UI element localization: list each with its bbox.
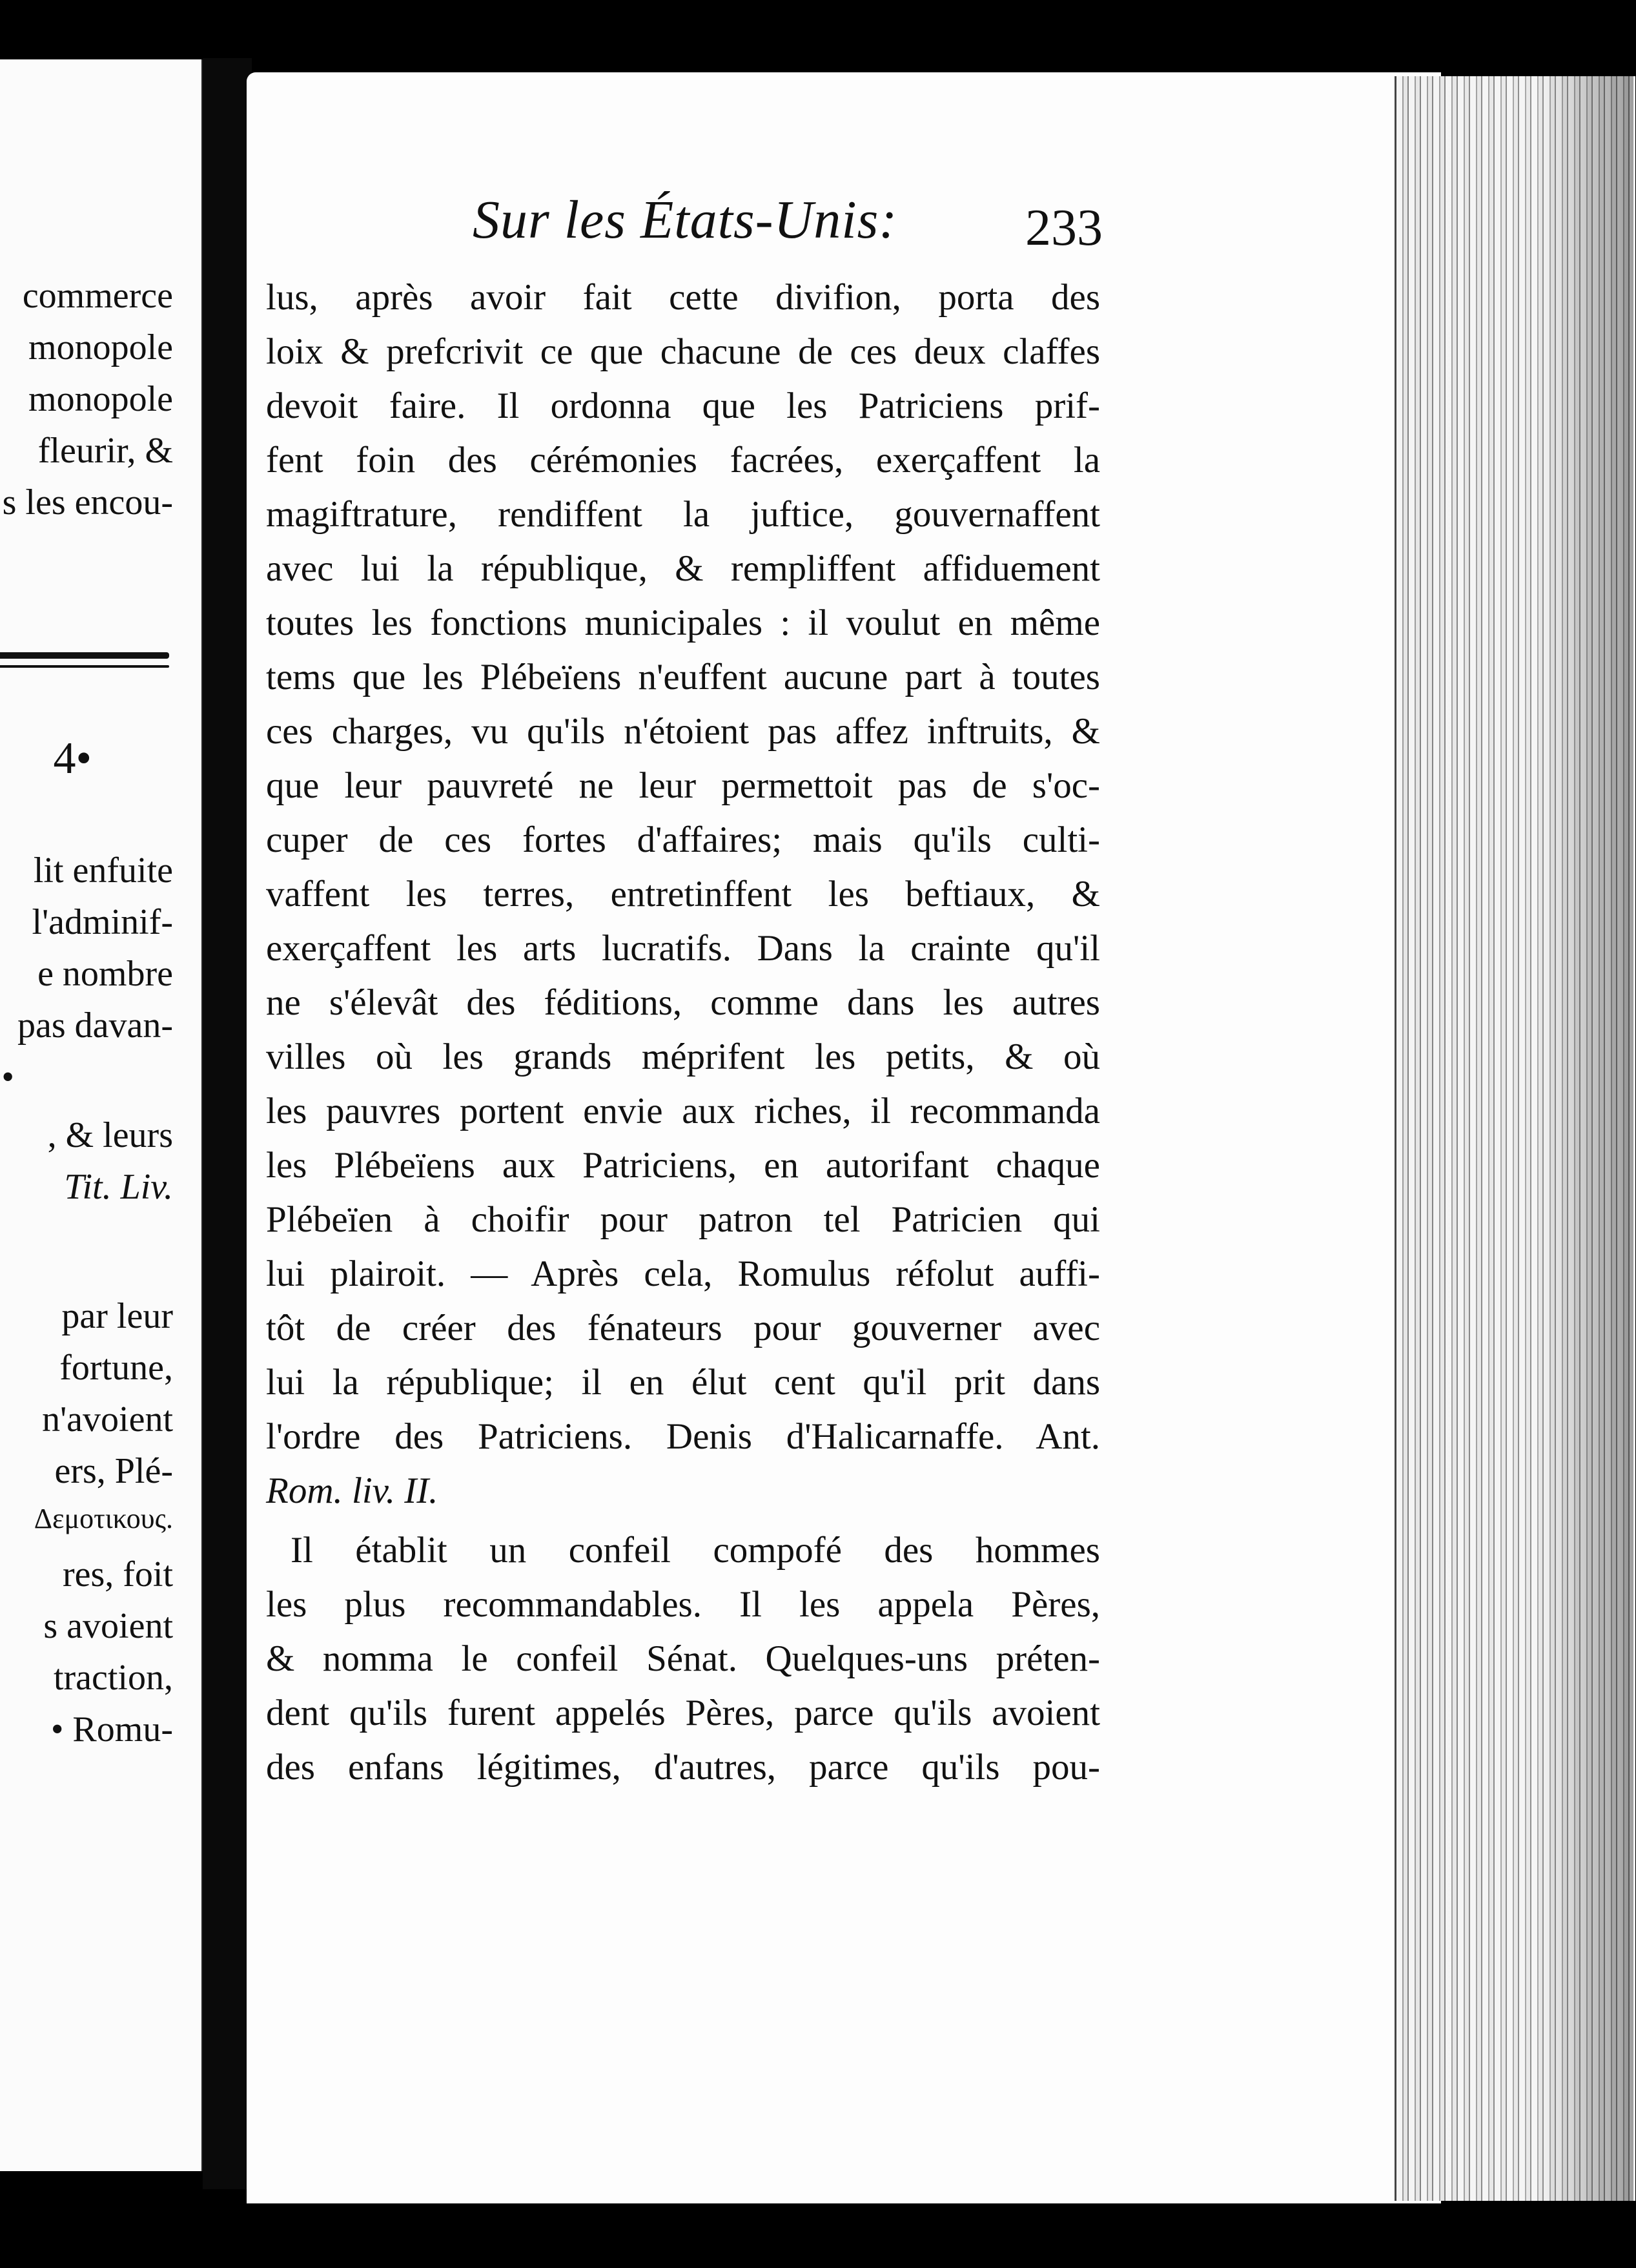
body-line: toutes les fonctions municipales : il voulut en même	[266, 603, 1100, 643]
body-line: lus, après avoir fait cette divifion, porta des	[266, 277, 1100, 318]
body-line: magiftrature, rendiffent la juftice, gouvernaffent	[266, 494, 1100, 535]
body-line: loix & prefcrivit ce que chacune de ces deux claffes	[266, 331, 1100, 372]
left-page-line: lit enfuite	[33, 850, 173, 891]
left-page-line: monopole	[28, 379, 173, 419]
body-line: lui plairoit. — Après cela, Romulus réfolut auffi-	[266, 1253, 1100, 1294]
left-page-line: s avoient	[43, 1606, 173, 1646]
body-line: lui la république; il en élut cent qu'il prit dans	[266, 1362, 1100, 1403]
left-facing-page	[0, 59, 203, 2171]
body-line: les plus recommandables. Il les appela Pères,	[266, 1584, 1100, 1625]
body-line: des enfans légitimes, d'autres, parce qu'ils pou-	[266, 1747, 1100, 1788]
body-line: Il établit un confeil compofé des hommes	[291, 1530, 1100, 1571]
body-line: tems que les Plébeïens n'euffent aucune part à toutes	[266, 657, 1100, 697]
left-page-line: •	[1, 1057, 14, 1097]
body-line: tôt de créer des fénateurs pour gouverner avec	[266, 1308, 1100, 1348]
left-page-line: monopole	[28, 327, 173, 367]
body-line: les pauvres portent envie aux riches, il recommanda	[266, 1091, 1100, 1131]
left-page-line: pas davan-	[17, 1005, 173, 1046]
left-page-line: l'adminif-	[32, 902, 173, 942]
section-number: 4•	[53, 734, 92, 783]
left-page-line: s les encou-	[2, 482, 173, 522]
left-page-line: , & leurs	[47, 1115, 173, 1155]
body-line: ne s'élevât des féditions, comme dans les autres	[266, 982, 1100, 1023]
body-line: Plébeïen à choifir pour patron tel Patricien qui	[266, 1199, 1100, 1240]
book-gutter	[203, 58, 252, 2189]
running-head: Sur les États-Unis:	[473, 190, 898, 250]
left-page-line: fortune,	[59, 1348, 173, 1388]
left-page-line: n'avoient	[42, 1399, 173, 1439]
body-line: & nomma le confeil Sénat. Quelques-uns préten-	[266, 1638, 1100, 1679]
left-page-line: e nombre	[37, 954, 173, 994]
section-rule-thin	[0, 665, 169, 668]
section-rule	[0, 652, 169, 659]
body-line: dent qu'ils furent appelés Pères, parce qu'ils avoient	[266, 1693, 1100, 1733]
body-line: les Plébeïens aux Patriciens, en autorifant chaque	[266, 1145, 1100, 1186]
left-page-line: • Romu-	[50, 1709, 173, 1749]
left-page-line: res, foit	[62, 1554, 173, 1594]
body-line: Rom. liv. II.	[266, 1470, 438, 1511]
body-line: vaffent les terres, entretinffent les beftiaux, &	[266, 874, 1100, 914]
left-page-line: traction,	[53, 1658, 173, 1698]
left-page-line: Δεμοτικους.	[34, 1503, 173, 1534]
body-line: fent foin des cérémonies facrées, exerçaffent la	[266, 440, 1100, 480]
page-number: 233	[1025, 200, 1103, 256]
body-line: devoit faire. Il ordonna que les Patriciens prif-	[266, 386, 1100, 426]
body-line: que leur pauvreté ne leur permettoit pas de s'oc-	[266, 765, 1100, 806]
left-page-line: commerce	[22, 276, 173, 316]
left-page-line: fleurir, &	[37, 431, 173, 471]
left-page-line: ers, Plé-	[54, 1451, 173, 1491]
left-page-line: par leur	[61, 1296, 173, 1336]
body-line: ces charges, vu qu'ils n'étoient pas affez inftruits, &	[266, 711, 1100, 752]
body-line: avec lui la république, & rempliffent affiduement	[266, 548, 1100, 589]
page-block-shade	[1395, 76, 1633, 2201]
left-page-line: Tit. Liv.	[64, 1167, 173, 1207]
body-line: l'ordre des Patriciens. Denis d'Halicarnaffe. Ant.	[266, 1416, 1100, 1457]
body-line: villes où les grands méprifent les petits, & où	[266, 1036, 1100, 1077]
body-line: cuper de ces fortes d'affaires; mais qu'ils culti-	[266, 820, 1100, 860]
body-line: exerçaffent les arts lucratifs. Dans la crainte qu'il	[266, 928, 1100, 969]
